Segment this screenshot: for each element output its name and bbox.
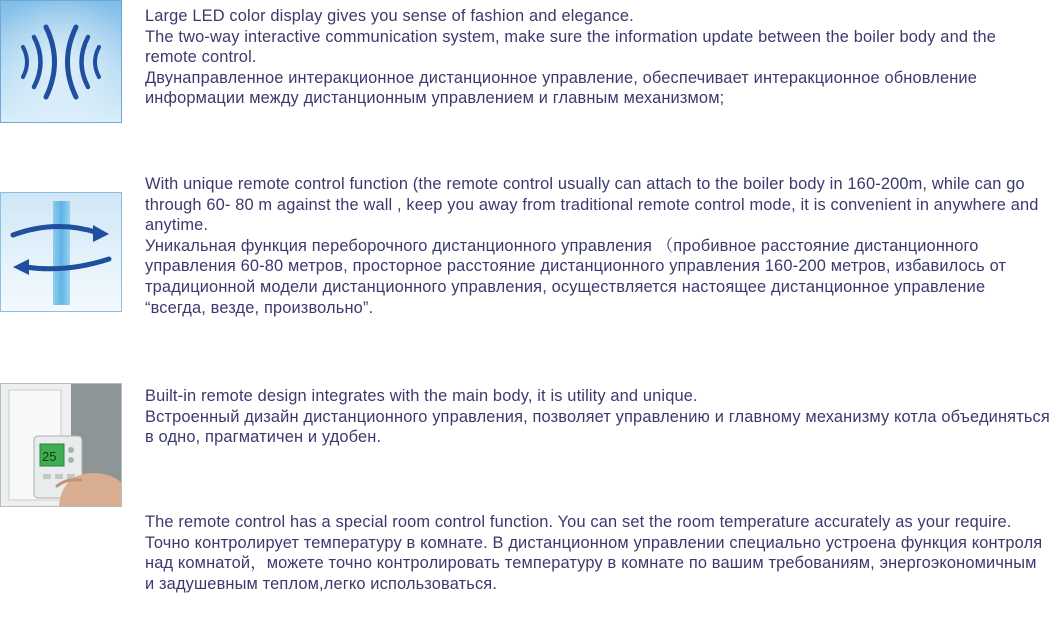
paragraph-led-display-en: Large LED color display gives you sense of fashion and elegance.: [145, 7, 634, 25]
section-room-control: [145, 512, 1050, 594]
paragraph-two-way-ru: Двунаправленное интеракционное дистанционное управление, обеспечивает интеракционное обновление информации между дистанционным управлением и главным механизмом;: [145, 68, 978, 108]
section-led-display: [145, 6, 1050, 109]
remote-control-photo: [0, 383, 122, 507]
through-wall-arrows-icon: [0, 192, 122, 312]
paragraph-remote-function-en: With unique remote control function (the remote control usually can attach to the boiler body in 160-200m, while can go through 60- 80 m against the wall , keep you away from traditional remote control mode, it is convenient in anywhere and anytime.: [145, 175, 1039, 235]
remote-display-value: 25: [42, 449, 57, 464]
signal-waves-icon: [0, 0, 122, 123]
paragraph-two-way-en: The two-way interactive communication system, make sure the information update between the boiler body and the remote control.: [145, 27, 997, 67]
paragraph-room-control-ru: Точно контролирует температуру в комнате. В дистанционном управлении специально устроена функция контроля над комнатой，можете точно контролировать температуру в комнате по вашим требованиям, энергоэкономичным и задушевным теплом,легко использоваться.: [145, 533, 1043, 593]
paragraph-built-in-en: Built-in remote design integrates with the main body, it is utility and unique.: [145, 387, 698, 405]
paragraph-built-in-ru: Встроенный дизайн дистанционного управления, позволяет управлению и главному механизму котла объединяться в одно, прагматичен и удобен.: [145, 407, 1050, 447]
section-built-in-remote: [145, 386, 1050, 448]
paragraph-remote-function-ru: Уникальная функция переборочного дистанционного управления （пробивное расстояние дистанционного управления 60-80 метров, просторное расстояние дистанционного управления 160-200 метров, избавилось от традиционной модели дистанционного управления, осуществляется настоящее дистанционное управление “всегда, везде, произвольно”.: [145, 236, 1007, 317]
paragraph-room-control-en: The remote control has a special room control function. You can set the room temperature accurately as your require.: [145, 513, 1012, 531]
section-remote-function: [145, 174, 1050, 318]
